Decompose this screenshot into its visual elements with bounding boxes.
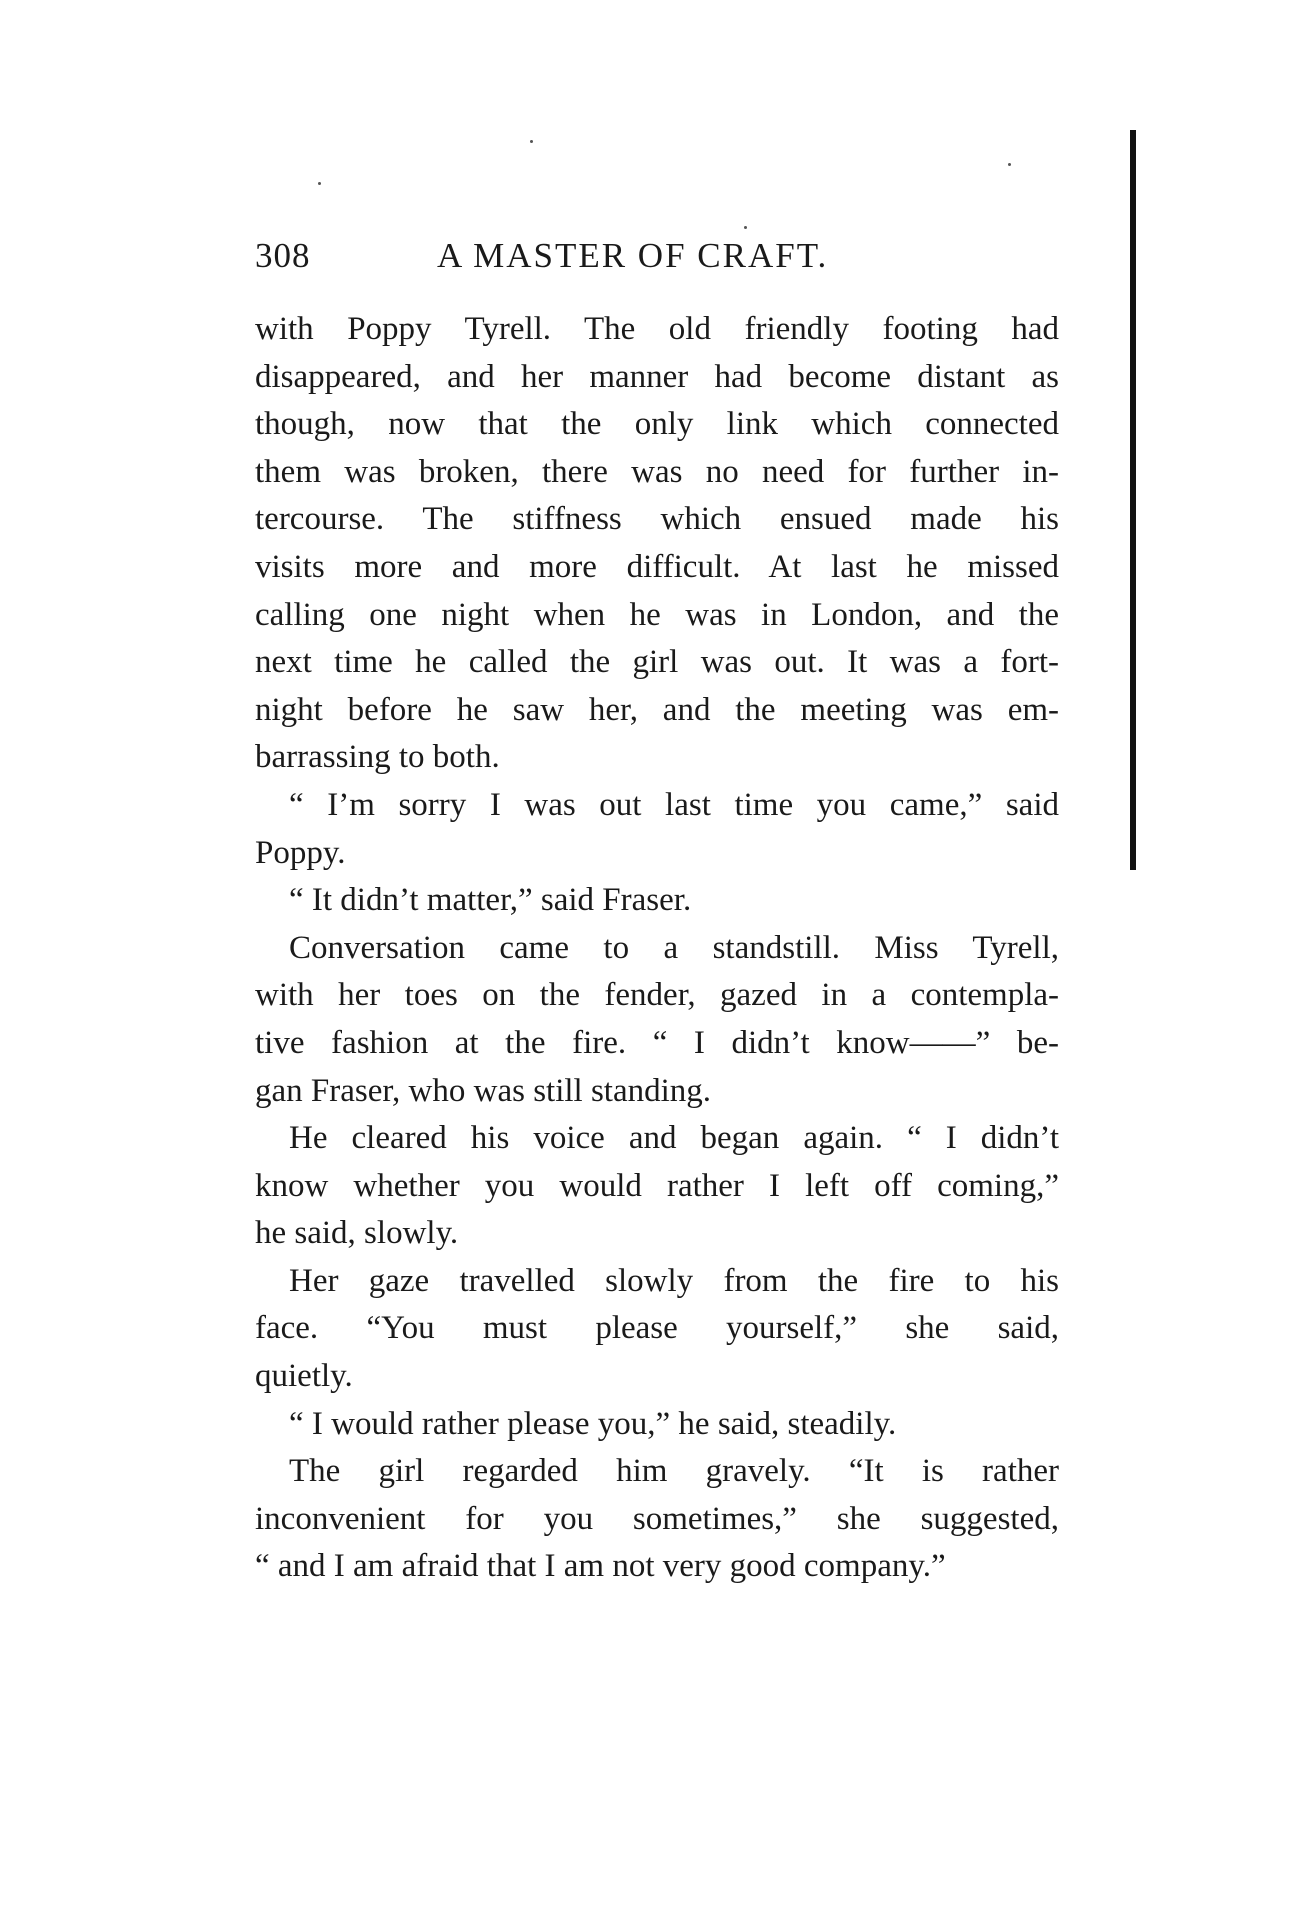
text-line: with Poppy Tyrell. The old friendly footing had [255,311,1059,347]
text-line: know whether you would rather I left off coming,” [255,1167,1059,1204]
text-line: with her toes on the fender, gazed in a contempla- [255,977,1059,1014]
text-line: he said, slowly. [255,1215,459,1252]
text-line: visits more and more difficult. At last he missed [255,548,1059,585]
scan-speck [530,140,533,143]
page-header [255,236,1067,286]
paragraph [255,1448,1059,1591]
text-line: “ I’m sorry I was out last time you came,” said [289,786,1059,823]
text-line: He cleared his voice and began again. “ I didn’t [289,1120,1059,1157]
scan-speck [1008,163,1011,166]
paragraph [255,1258,1059,1401]
text-line: gan Fraser, who was still standing. [255,1072,712,1109]
paragraph [255,306,1059,782]
paragraph [255,782,1059,877]
text-line: night before he saw her, and the meeting was em- [255,691,1059,728]
text-line: “ I would rather please you,” he said, steadily. [289,1405,897,1442]
running-title: A MASTER OF CRAFT. [437,236,829,275]
text-line: though, now that the only link which connected [255,406,1059,443]
scan-speck [318,182,321,185]
text-line: disappeared, and her manner had become distant as [255,358,1059,395]
text-line: “ and I am afraid that I am not very good company.” [255,1548,946,1585]
text-line: barrassing to both. [255,739,500,776]
text-line: tive fashion at the fire. “ I didn’t know——” be- [255,1024,1059,1061]
page-number: 308 [255,236,311,275]
text-line: tercourse. The stiffness which ensued made his [255,501,1059,538]
paragraph [255,1401,1059,1449]
text-line: inconvenient for you sometimes,” she suggested, [255,1500,1059,1537]
text-line: Poppy. [255,834,346,871]
paragraph [255,925,1059,1115]
text-line: face. “You must please yourself,” she said, [255,1310,1059,1347]
text-line: calling one night when he was in London, and the [255,596,1059,633]
scan-edge-bar [1130,130,1136,870]
text-line: Her gaze travelled slowly from the fire to his [289,1262,1059,1299]
body-text [255,306,1059,1591]
scan-speck [744,226,747,229]
paragraph [255,877,1059,925]
paragraph [255,1115,1059,1258]
text-line: Conversation came to a standstill. Miss Tyrell, [289,929,1059,966]
text-line: quietly. [255,1358,353,1395]
text-line: “ It didn’t matter,” said Fraser. [289,882,692,919]
text-line: The girl regarded him gravely. “It is rather [289,1453,1059,1490]
text-line: next time he called the girl was out. It was a fort- [255,644,1059,681]
text-line: them was broken, there was no need for further in- [255,453,1059,490]
